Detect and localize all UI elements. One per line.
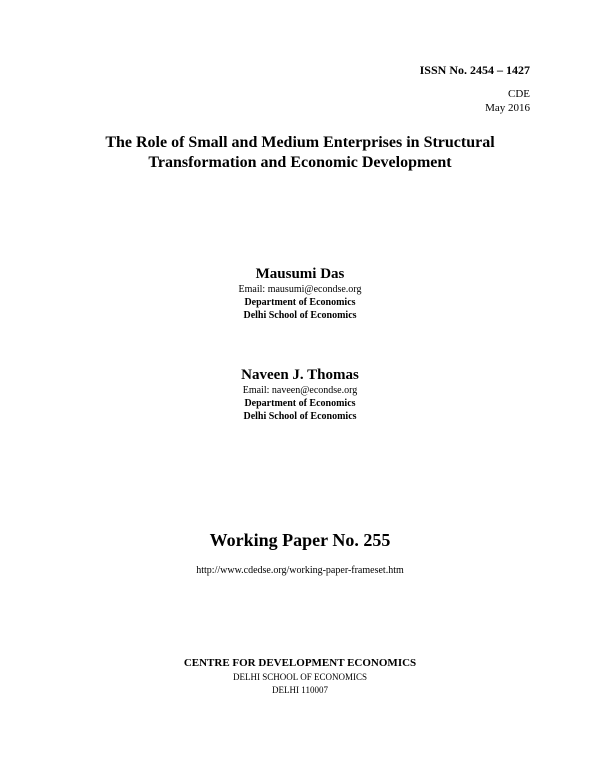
centre-name: CENTRE FOR DEVELOPMENT ECONOMICS — [183, 657, 417, 669]
author-block-2 — [0, 366, 600, 423]
author-email: Email: mausumi@econdse.org — [238, 284, 362, 295]
school-name: DELHI SCHOOL OF ECONOMICS — [233, 672, 367, 682]
author-department: Department of Economics — [244, 297, 356, 308]
city-postcode: DELHI 110007 — [272, 685, 328, 695]
paper-title-line-2: Transformation and Economic Development — [148, 154, 452, 171]
institution-footer — [0, 656, 600, 697]
paper-title-line-1: The Role of Small and Medium Enterprises in Structural — [105, 134, 495, 151]
author-name: Naveen J. Thomas — [241, 367, 359, 383]
publication-date: May 2016 — [485, 102, 530, 114]
author-block-1 — [0, 265, 600, 322]
publisher-block — [485, 87, 530, 115]
issn-number: ISSN No. 2454 – 1427 — [419, 63, 530, 77]
author-email: Email: naveen@econdse.org — [242, 385, 358, 396]
paper-url-link[interactable]: http://www.cdedse.org/working-paper-frameset.htm — [196, 565, 404, 576]
paper-title — [0, 133, 600, 173]
author-department: Department of Economics — [244, 398, 356, 409]
publisher-abbreviation: CDE — [508, 88, 530, 100]
author-name: Mausumi Das — [255, 266, 345, 282]
author-school: Delhi School of Economics — [243, 411, 357, 422]
author-school: Delhi School of Economics — [243, 310, 357, 321]
working-paper-number: Working Paper No. 255 — [209, 530, 391, 550]
